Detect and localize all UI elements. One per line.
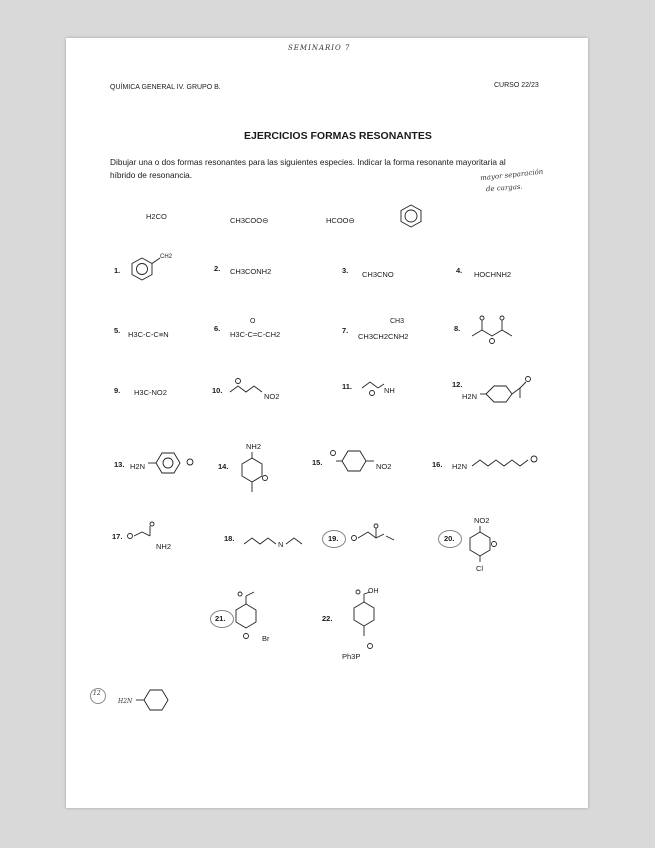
exercise-1-ch2: CH2 (160, 254, 173, 260)
exercise-6-oxygen: O (250, 318, 256, 325)
exercise-8-structure (470, 314, 524, 344)
handwritten-seminar-label: SEMINARIO 7 (288, 44, 351, 52)
exercise-4-number: 4. (456, 266, 463, 275)
exercise-14-structure (240, 450, 270, 500)
example-formate: HCOO⊖ (326, 216, 355, 225)
exercise-8-number: 8. (454, 324, 461, 333)
exercise-16-structure (470, 452, 542, 474)
course-year: CURSO 22/23 (494, 82, 539, 89)
handwritten-note-2: de cargas. (485, 182, 523, 194)
exercise-14-number: 14. (218, 462, 229, 471)
exercise-15-structure (330, 448, 380, 474)
exercise-2-number: 2. (214, 264, 221, 273)
exercise-20-number: 20. (444, 534, 455, 543)
exercise-21-structure (232, 592, 266, 650)
exercise-6-number: 6. (214, 324, 221, 333)
exercise-7-formula: CH3CH2CNH2 (358, 332, 409, 341)
exercise-13-h2n: H2N (130, 462, 146, 471)
exercise-17-number: 17. (112, 532, 123, 541)
exercise-20-no2: NO2 (474, 516, 490, 525)
exercise-13-number: 13. (114, 460, 125, 469)
exercise-22-oh: OH (368, 588, 379, 595)
exercise-9-formula: H3C-NO2 (134, 388, 167, 397)
exercise-18-number: 18. (224, 534, 235, 543)
exercise-21-number: 21. (215, 614, 226, 623)
handwritten-h2n: H2N (118, 698, 133, 705)
exercise-7-ch3: CH3 (390, 318, 405, 325)
example-benzene (400, 204, 422, 228)
page-title: EJERCICIOS FORMAS RESONANTES (244, 130, 432, 142)
exercise-13-structure (148, 450, 198, 476)
exercise-18-n: N (278, 540, 284, 549)
instructions-line-1: Dibujar una o dos formas resonantes para las siguientes especies. Indicar la forma resonante mayoritaria al (110, 157, 506, 167)
exercise-12-number: 12. (452, 380, 463, 389)
exercise-11-number: 11. (342, 382, 353, 391)
handwritten-ring (136, 688, 176, 714)
example-acetate: CH3COO⊖ (230, 216, 269, 225)
exercise-9-number: 9. (114, 386, 121, 395)
exercise-2-formula: CH3CONH2 (230, 267, 272, 276)
exercise-18-structure (242, 532, 308, 552)
exercise-20-structure (468, 524, 500, 574)
exercise-21-br: Br (262, 634, 270, 643)
exercise-5-formula: H3C-C-C≡N (128, 330, 169, 339)
exercise-10-no2: NO2 (264, 392, 280, 401)
exercise-12-h2n: H2N (462, 392, 478, 401)
exercise-3-formula: CH3CNO (362, 270, 394, 279)
exercise-3-number: 3. (342, 266, 349, 275)
exercise-22-number: 22. (322, 614, 333, 623)
course-subject: QUÍMICA GENERAL IV. GRUPO B. (110, 84, 221, 91)
worksheet-page (66, 38, 588, 808)
handwritten-note-1: mayor separación (479, 167, 544, 183)
exercise-15-no2: NO2 (376, 462, 392, 471)
exercise-11-nh: NH (384, 386, 395, 395)
instructions-line-2: híbrido de resonancia. (110, 170, 193, 180)
exercise-19-structure (350, 524, 410, 550)
exercise-16-number: 16. (432, 460, 443, 469)
exercise-16-h2n: H2N (452, 462, 468, 471)
exercise-5-number: 5. (114, 326, 121, 335)
exercise-22-structure (348, 590, 388, 660)
exercise-6-formula: H3C-C=C-CH2 (230, 330, 281, 339)
exercise-22-ph3p: Ph3P (342, 652, 361, 661)
exercise-14-nh2: NH2 (246, 442, 262, 451)
exercise-15-number: 15. (312, 458, 323, 467)
exercise-20-cl: Cl (476, 564, 484, 573)
exercise-10-number: 10. (212, 386, 223, 395)
exercise-19-number: 19. (328, 534, 339, 543)
exercise-17-nh2: NH2 (156, 542, 172, 551)
exercise-7-number: 7. (342, 326, 349, 335)
exercise-1-number: 1. (114, 266, 121, 275)
exercise-4-formula: HOCHNH2 (474, 270, 512, 279)
exercise-12-structure (480, 374, 536, 408)
example-h2co: H2CO (146, 212, 167, 221)
handwritten-12-number: 12 (93, 690, 101, 697)
